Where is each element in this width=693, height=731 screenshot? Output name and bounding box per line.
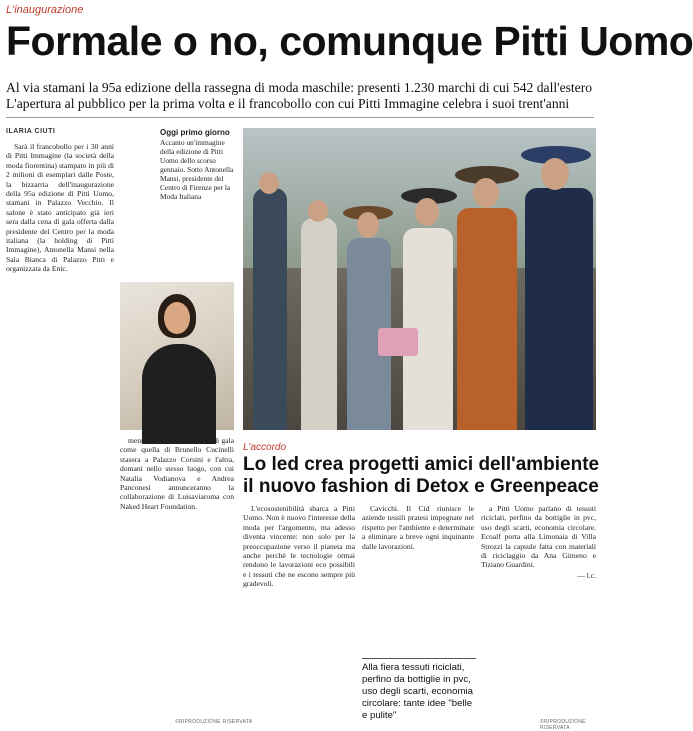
article-headline: Formale o no, comunque Pitti Uomo	[6, 18, 693, 64]
sidebar-column-1	[243, 504, 355, 722]
deck-line-2: L'apertura al pubblico per la prima volta e il francobollo con cui Pitti Immagine celebra i suoi trent'anni	[6, 96, 570, 111]
article-column-1	[6, 142, 114, 722]
photo-caption	[160, 128, 238, 201]
sidebar-column-2	[362, 504, 474, 654]
sidebar-headline-line-2: il nuovo fashion di Detox e Greenpeace	[243, 476, 599, 497]
sidebar-column-3-text: a Pitti Uomo parlano di tessuti riciclati, perfino da bottiglie in pvc, uso degli scarti, economia circolare. Ecoalf porta alla Limonaia di Villa Strozzi la capsule fatta con materiali di riciclaggio da Ana Gimeno e Tiziano Guardini.	[481, 504, 596, 570]
sidebar-signature: — l.c.	[577, 570, 596, 580]
article-deck	[6, 80, 596, 112]
article-column-2-text: menti, show, cocktail, cene di gala come quella di Brunello Cucinelli stasera a Palazzo Corsini e l'altra, domani nello stesso luogo, con cui Natalia Vodianova e Andrea Panconesi annunceranno la collaborazione di Luisaviaroma con Naked Heart Foundation.	[120, 436, 234, 511]
sidebar-column-2-text: Cavicchi. Il Cid riunisce le aziende tessili pratesi impegnate nel rispetto per l'ambiente e determinate a eliminare a breve ogni inquinante dalle lavorazioni.	[362, 504, 474, 551]
article-credit: ©RIPRODUZIONE RISERVATA	[175, 719, 253, 725]
caption-title: Oggi primo giorno	[160, 128, 230, 137]
header-divider	[6, 117, 594, 118]
sidebar-credit: ©RIPRODUZIONE RISERVATA	[540, 719, 586, 731]
sidebar-column-3	[481, 504, 596, 722]
caption-text: Accanto un'immagine della edizione di Pitti Uomo dello scorso gennaio. Sotto Antonella Mansi, presidente del Centro di Firenze per la Moda Italiana	[160, 138, 234, 201]
sidebar-kicker: L'accordo	[243, 442, 287, 453]
sidebar-headline-line-1: Lo led crea progetti amici dell'ambiente	[243, 454, 600, 475]
sidebar-column-1-text: L'ecosostenibilità sbarca a Pitti Uomo. Non è nuovo l'interesse della moda per l'argomento, ma adesso diventa vincente: non solo per la preoccupazione verso il pianeta ma anche perché le tecnologie ormai rendono le lavorazioni eco possibili e i tessuti che ne escono sempre più gradevoli.	[243, 504, 355, 589]
pull-quote: Alla fiera tessuti riciclati, perfino da bottiglie in pvc, uso degli scarti, economia circolare: tante idee "belle e pulite"	[362, 658, 476, 722]
portrait-photo	[120, 282, 234, 430]
article-kicker: L'inaugurazione	[6, 4, 84, 16]
article-column-1-text: Sarà il francobollo per i 30 anni di Pitti Immagine (la società della moda fiorentina) stampato in più di 2 milioni di esemplari dalle Poste, la bizzarria dell'inaugurazione della 95a edizione di Pitti Uomo, stamani in Palazzo Vecchio. Il salone è stato anticipato già ieri sera dalla cena di gala offerta dalla presidente del Centro per la moda italiana (la holding di Pitti Immagine), Antonella Mansi nella Sala Bianca di Palazzo Pitti e organizzata da Enic.	[6, 142, 114, 274]
deck-line-1: Al via stamani la 95a edizione della rassegna di moda maschile: presenti 1.230 marchi di cui 542 dall'estero	[6, 80, 593, 95]
byline: ILARIA CIUTI	[6, 128, 56, 135]
crowd-photo	[243, 128, 596, 430]
sidebar-headline	[243, 454, 600, 498]
article-column-2	[120, 436, 234, 722]
